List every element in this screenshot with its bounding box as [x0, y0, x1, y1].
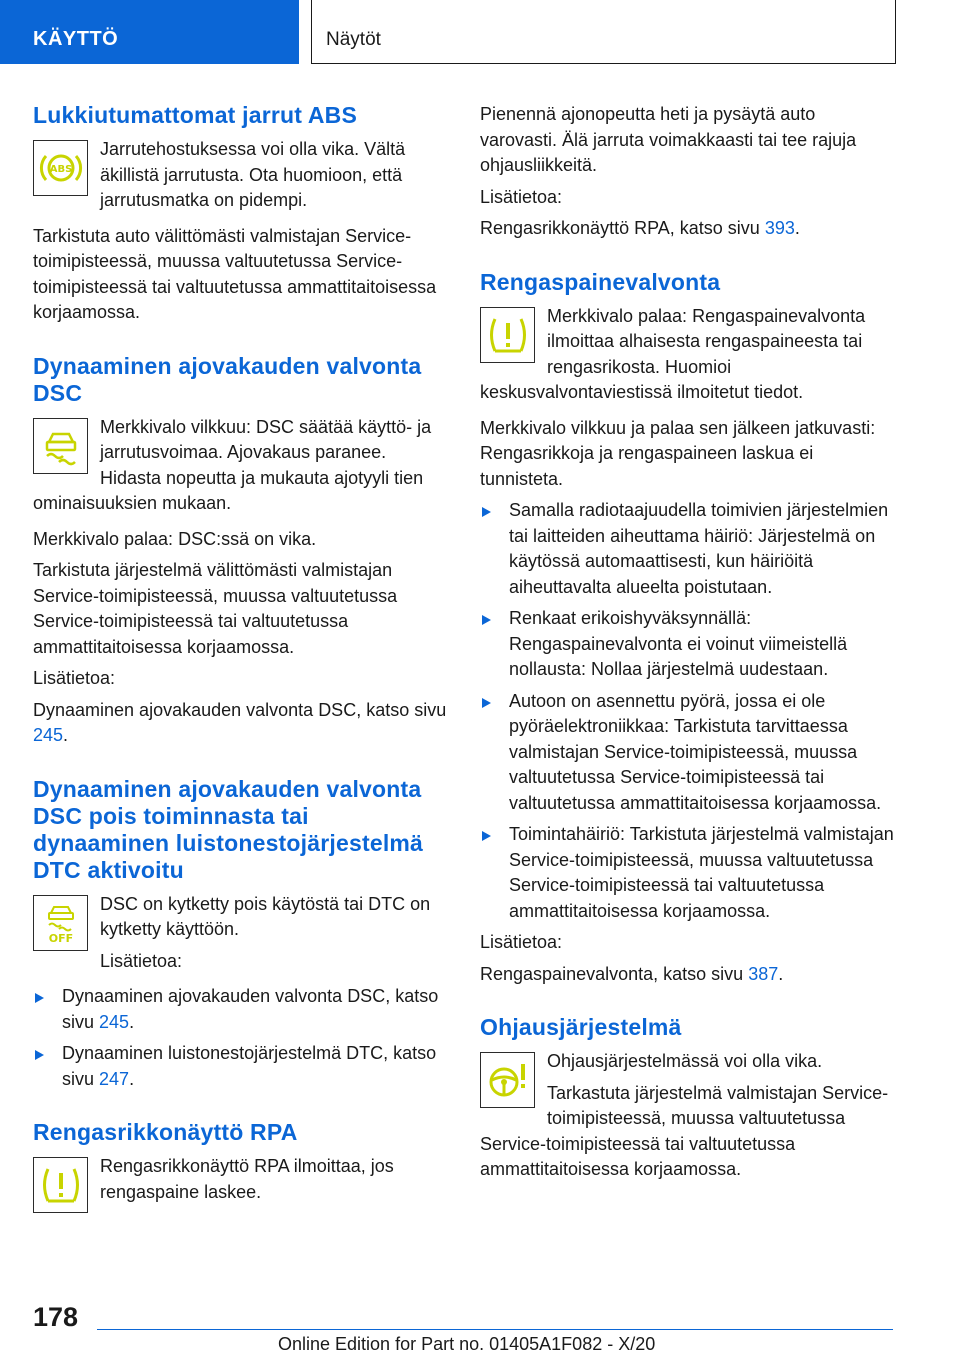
list-item: Toimintahäiriö: Tarkistuta järjestelmä valmistajan Service-toimipisteessä, muussa valtuutetussa Service-toimipisteessä tai valtuutetussa ammattitaitoisessa korjaamossa.: [480, 822, 896, 924]
section-rdc: [480, 269, 896, 988]
rpa-more-label: Lisätietoa:: [480, 186, 563, 207]
dsc-warning: [33, 415, 449, 523]
abs-warning: [33, 137, 449, 220]
dsc-text-1: Merkkivalo vilkkuu: DSC säätää käyttö- ja jarrutusvoimaa. Ajovakaus paranee. Hidasta nopeutta ja mukauta ajotyyli tien ominaisuuksien mukaan.: [33, 416, 432, 513]
list-item: Renkaat erikoishyväksynnällä: Rengaspainevalvonta ei voinut viimeistellä nollausta: Nollaa järjestelmä uudestaan.: [480, 606, 896, 683]
off-label: OFF: [48, 931, 73, 944]
left-column: [33, 102, 449, 1242]
rpa-text-2: Pienennä ajonopeutta heti ja pysäytä auto varovasti. Älä jarruta voimakkaasti tai tee rajuja ohjausliikkeitä.: [480, 104, 857, 175]
list-item: Samalla radiotaajuudella toimivien järjestelmien tai laitteiden aiheuttama häiriö: Järjestelmä on käytössä automaattisesti, kun häiriöitä aiheuttavalta alueelta poistutaan.: [480, 498, 896, 600]
steering-wheel-warning-icon: [480, 1052, 535, 1108]
steering-text-2: Tarkastuta järjestelmä valmistajan Service-toimipisteessä, muussa valtuutetussa Service-toimipisteessä tai valtuutetussa ammattitaitoisessa korjaamossa.: [480, 1082, 889, 1179]
section-rpa: [33, 1119, 449, 1215]
list-item: Dynaaminen luistonestojärjestelmä DTC, katso sivu 247.: [33, 1041, 449, 1092]
rdc-warning: [480, 304, 896, 412]
dsc-heading: Dynaaminen ajovakauden valvonta DSC: [33, 352, 422, 406]
list-item: Autoon on asennettu pyörä, jossa ei ole pyöräelektroniikkaa: Tarkistuta tarvittaessa valmistajan Service-toimipisteessä, muussa valtuutetussa Service-toimipisteessä tai valtuutetussa ammattitaitoisessa korjaamossa.: [480, 689, 896, 817]
section-tab: [0, 0, 299, 64]
rdc-reference: Rengaspainevalvonta, katso sivu 387.: [480, 963, 784, 984]
section-steering: [480, 1014, 896, 1189]
dsc-off-list: [33, 984, 449, 1092]
rpa-heading: Rengasrikkonäyttö RPA: [33, 1119, 298, 1145]
rdc-page-link[interactable]: 387: [748, 963, 779, 984]
rpa-page-link[interactable]: 393: [764, 218, 795, 238]
rpa-warning: [33, 1154, 449, 1215]
page-number: 178: [33, 1302, 79, 1332]
dsc-text-2: Merkkivalo palaa: DSC:ssä on vika.: [33, 528, 317, 549]
dsc-off-warning: [33, 892, 449, 981]
dsc-text-3: Tarkistuta järjestelmä välittömästi valmistajan Service-toimipisteessä, muussa valtuutetussa Service-toimipisteessä tai valtuutetussa ammattitaitoisessa korjaamossa.: [33, 560, 398, 657]
right-column: [480, 102, 896, 1216]
footer-divider: [97, 1329, 893, 1330]
tire-pressure-icon: [480, 307, 535, 363]
dsc-page-link[interactable]: 245: [99, 1011, 130, 1032]
section-title: KÄYTTÖ: [33, 28, 119, 50]
dtc-page-link[interactable]: 247: [99, 1068, 130, 1089]
chapter-title: Näytöt: [326, 29, 381, 50]
svg-text:ABS: ABS: [49, 164, 72, 175]
edition-info: Online Edition for Part no. 01405A1F082 - X/20: [278, 1334, 656, 1354]
steering-heading: Ohjausjärjestelmä: [480, 1014, 682, 1040]
rdc-more-label: Lisätietoa:: [480, 932, 563, 952]
dsc-off-text-1: DSC on kytketty pois käytöstä tai DTC on kytketty käyttöön.: [100, 893, 431, 939]
dsc-page-link[interactable]: 245: [33, 725, 64, 745]
abs-heading: Lukkiutumattomat jarrut ABS: [33, 102, 358, 128]
tire-pressure-icon: [33, 1157, 88, 1213]
dsc-reference: Dynaaminen ajovakauden valvonta DSC, katso sivu 245.: [33, 699, 447, 745]
section-dsc: [33, 353, 449, 749]
dsc-off-heading: Dynaaminen ajovakauden valvonta DSC pois toiminnasta tai dynaaminen luistonestojärjestelmä DTC aktivoitu: [33, 775, 424, 883]
steering-text-1: Ohjausjärjestelmässä voi olla vika.: [547, 1051, 823, 1071]
rdc-list: [480, 498, 896, 924]
list-item: Dynaaminen ajovakauden valvonta DSC, katso sivu 245.: [33, 984, 449, 1035]
dsc-off-icon: [33, 895, 88, 951]
steering-warning: [480, 1049, 896, 1189]
rdc-text-2: Merkkivalo vilkkuu ja palaa sen jälkeen jatkuvasti: Rengasrikkoja ja rengaspaineen laskua ei tunnisteta.: [480, 417, 876, 489]
dsc-more-label: Lisätietoa:: [33, 668, 116, 688]
abs-text-1: Jarrutehostuksessa voi olla vika. Vältä äkillistä jarrutusta. Ota huomioon, että jarrutusmatka on pidempi.: [100, 139, 406, 210]
section-dsc-off: [33, 776, 449, 1093]
rdc-heading: Rengaspainevalvonta: [480, 268, 721, 295]
dsc-off-more-label: Lisätietoa:: [100, 950, 183, 971]
dsc-car-skid-icon: [33, 418, 88, 474]
rpa-reference: Rengasrikkonäyttö RPA, katso sivu 393.: [480, 218, 800, 238]
section-abs: [33, 102, 449, 326]
rpa-text-1: Rengasrikkonäyttö RPA ilmoittaa, jos rengaspaine laskee.: [100, 1156, 394, 1202]
rdc-text-1: Merkkivalo palaa: Rengaspainevalvonta ilmoittaa alhaisesta rengaspaineesta tai rengasrikosta. Huomioi keskusvalvontaviestissä ilmoitetut tiedot.: [480, 305, 866, 402]
section-rpa-continued: [480, 102, 896, 242]
chapter-box: [311, 0, 896, 64]
abs-warning-icon: [33, 140, 88, 196]
abs-text-2: Tarkistuta auto välittömästi valmistajan Service-toimipisteessä, muussa valtuutetussa Service-toimipisteessä tai valtuutetussa ammattitaitoisessa korjaamossa.: [33, 225, 437, 322]
